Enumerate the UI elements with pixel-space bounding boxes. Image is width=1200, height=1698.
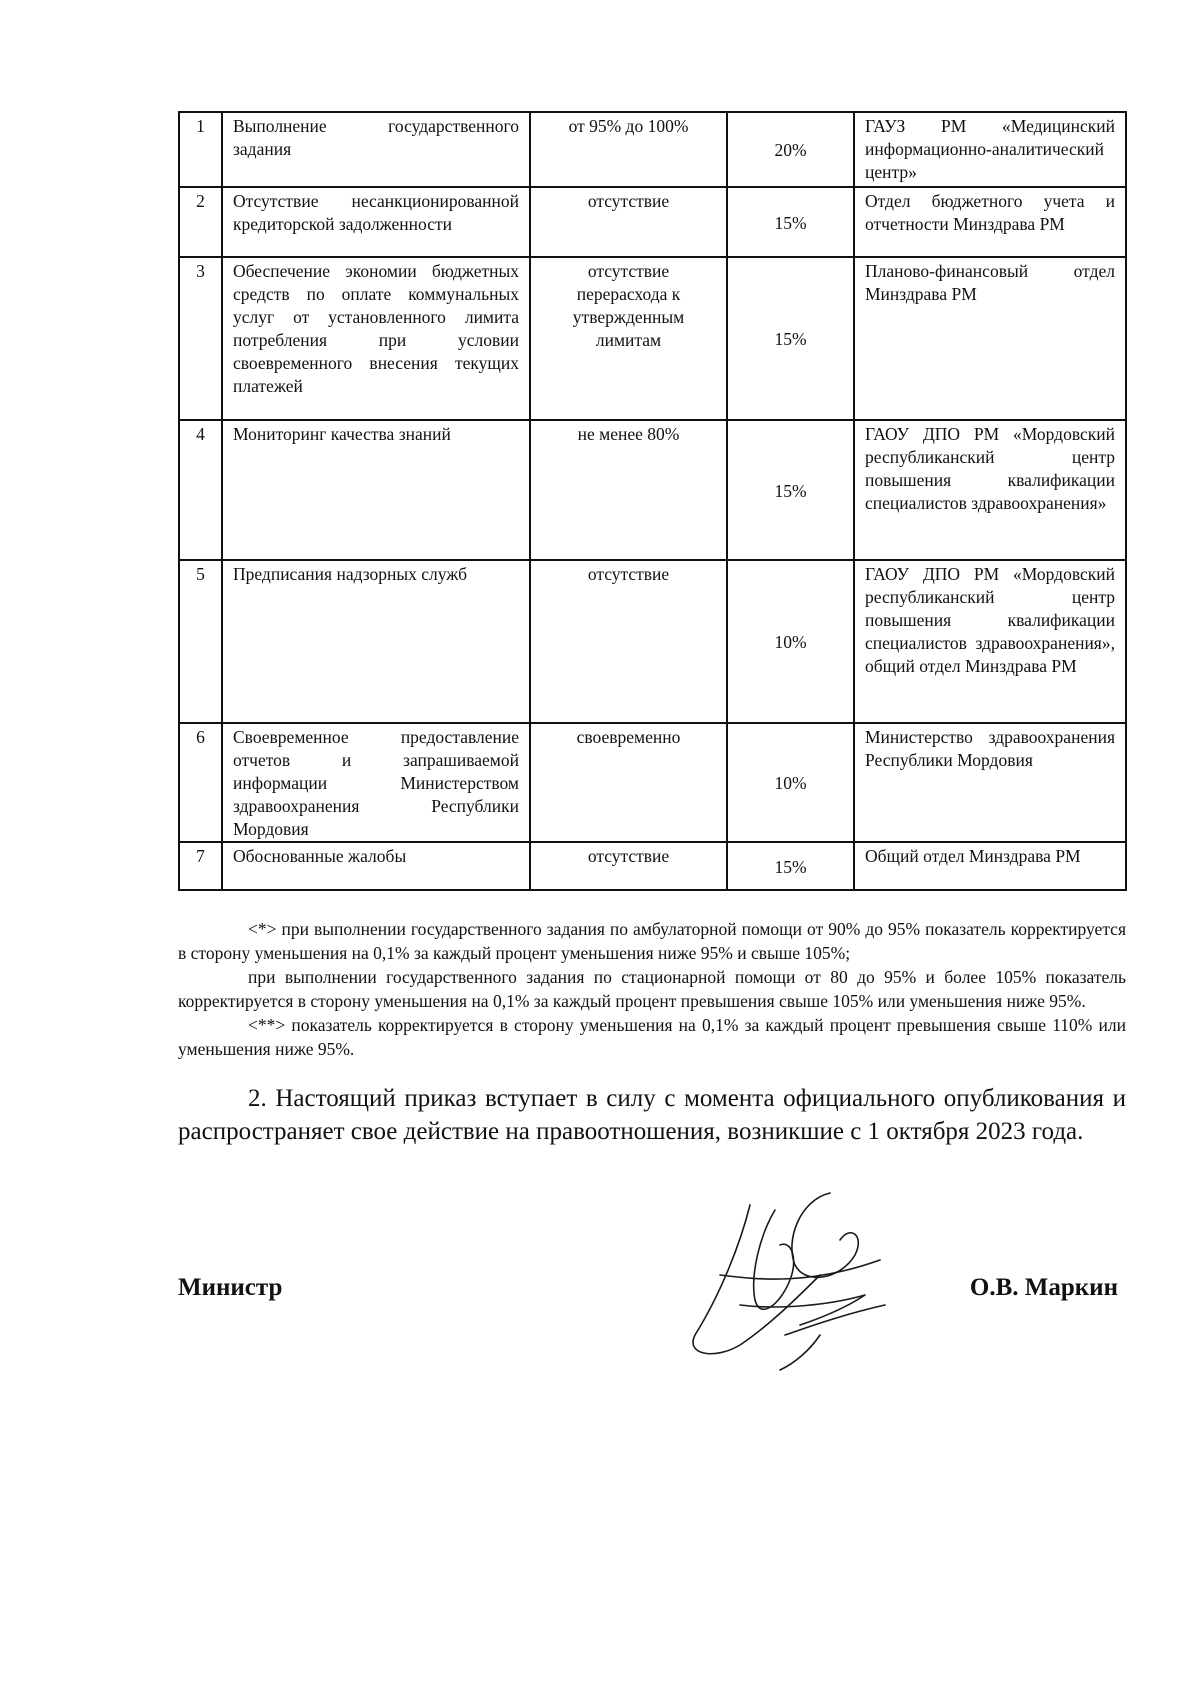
table-row [179, 257, 1126, 420]
criterion-weight: 10% [727, 560, 854, 723]
clause-text: 2. Настоящий приказ вступает в силу с момента официального опубликования и распространяет свое действие на правоотношения, возникшие с 1 октября 2023 года. [178, 1085, 1126, 1145]
criterion-name: Обоснованные жалобы [222, 842, 530, 890]
footnote-double-asterisk: <**> показатель корректируется в сторону уменьшения на 0,1% за каждый процент превышения свыше 110% или уменьшения ниже 95%. [178, 1015, 1126, 1059]
row-number: 2 [179, 187, 222, 257]
criterion-name: Мониторинг качества знаний [222, 420, 530, 560]
signatory-name: О.В. Маркин [969, 1274, 1118, 1301]
responsible-party: Общий отдел Минздрава РМ [854, 842, 1126, 890]
criterion-name: Выполнение государственного задания [222, 112, 530, 187]
criterion-value: своевременно [530, 723, 727, 842]
criterion-weight: 15% [727, 257, 854, 420]
table-row [179, 842, 1126, 890]
responsible-party: Планово-финансовый отдел Минздрава РМ [854, 257, 1126, 420]
criterion-value: отсутствие [530, 560, 727, 723]
row-number: 7 [179, 842, 222, 890]
table-row [179, 112, 1126, 187]
signatory-position: Министр [178, 1274, 283, 1301]
criterion-value: отсутствие [530, 187, 727, 257]
criterion-weight: 20% [727, 112, 854, 187]
responsible-party: ГАУЗ РМ «Медицинский информационно-аналитический центр» [854, 112, 1126, 187]
criteria-table [178, 111, 1127, 891]
criterion-value: от 95% до 100% [530, 112, 727, 187]
handwritten-signature [680, 1185, 910, 1375]
responsible-party: ГАОУ ДПО РМ «Мордовский республиканский центр повышения квалификации специалистов здравоохранения» [854, 420, 1126, 560]
responsible-party: ГАОУ ДПО РМ «Мордовский республиканский центр повышения квалификации специалистов здравоохранения», общий отдел Минздрава РМ [854, 560, 1126, 723]
criterion-weight: 15% [727, 842, 854, 890]
table-row [179, 187, 1126, 257]
footnote-inpatient: при выполнении государственного задания по стационарной помощи от 80 до 95% и более 105% показатель корректируется в сторону уменьшения на 0,1% за каждый процент превышения свыше 105% или уменьшения ниже 95%. [178, 967, 1126, 1011]
row-number: 1 [179, 112, 222, 187]
row-number: 3 [179, 257, 222, 420]
table-footnotes [178, 917, 1126, 1061]
criterion-name: Предписания надзорных служб [222, 560, 530, 723]
row-number: 5 [179, 560, 222, 723]
criterion-name: Отсутствие несанкционированной кредиторской задолженности [222, 187, 530, 257]
criterion-weight: 10% [727, 723, 854, 842]
table-row [179, 560, 1126, 723]
criterion-name: Обеспечение экономии бюджетных средств по оплате коммунальных услуг от установленного лимита потребления при условии своевременного внесения текущих платежей [222, 257, 530, 420]
criterion-weight: 15% [727, 187, 854, 257]
responsible-party: Отдел бюджетного учета и отчетности Минздрава РМ [854, 187, 1126, 257]
row-number: 4 [179, 420, 222, 560]
order-clause-2 [178, 1082, 1126, 1148]
criterion-value: отсутствие перерасхода к утвержденным лимитам [530, 257, 727, 420]
footnote-outpatient: <*> при выполнении государственного задания по амбулаторной помощи от 90% до 95% показатель корректируется в сторону уменьшения на 0,1% за каждый процент уменьшения ниже 95% и свыше 105%; [178, 919, 1126, 963]
table-row [179, 420, 1126, 560]
responsible-party: Министерство здравоохранения Республики Мордовия [854, 723, 1126, 842]
criterion-name: Своевременное предоставление отчетов и запрашиваемой информации Министерством здравоохранения Республики Мордовия [222, 723, 530, 842]
criterion-weight: 15% [727, 420, 854, 560]
table-row [179, 723, 1126, 842]
criterion-value: не менее 80% [530, 420, 727, 560]
criterion-value: отсутствие [530, 842, 727, 890]
row-number: 6 [179, 723, 222, 842]
